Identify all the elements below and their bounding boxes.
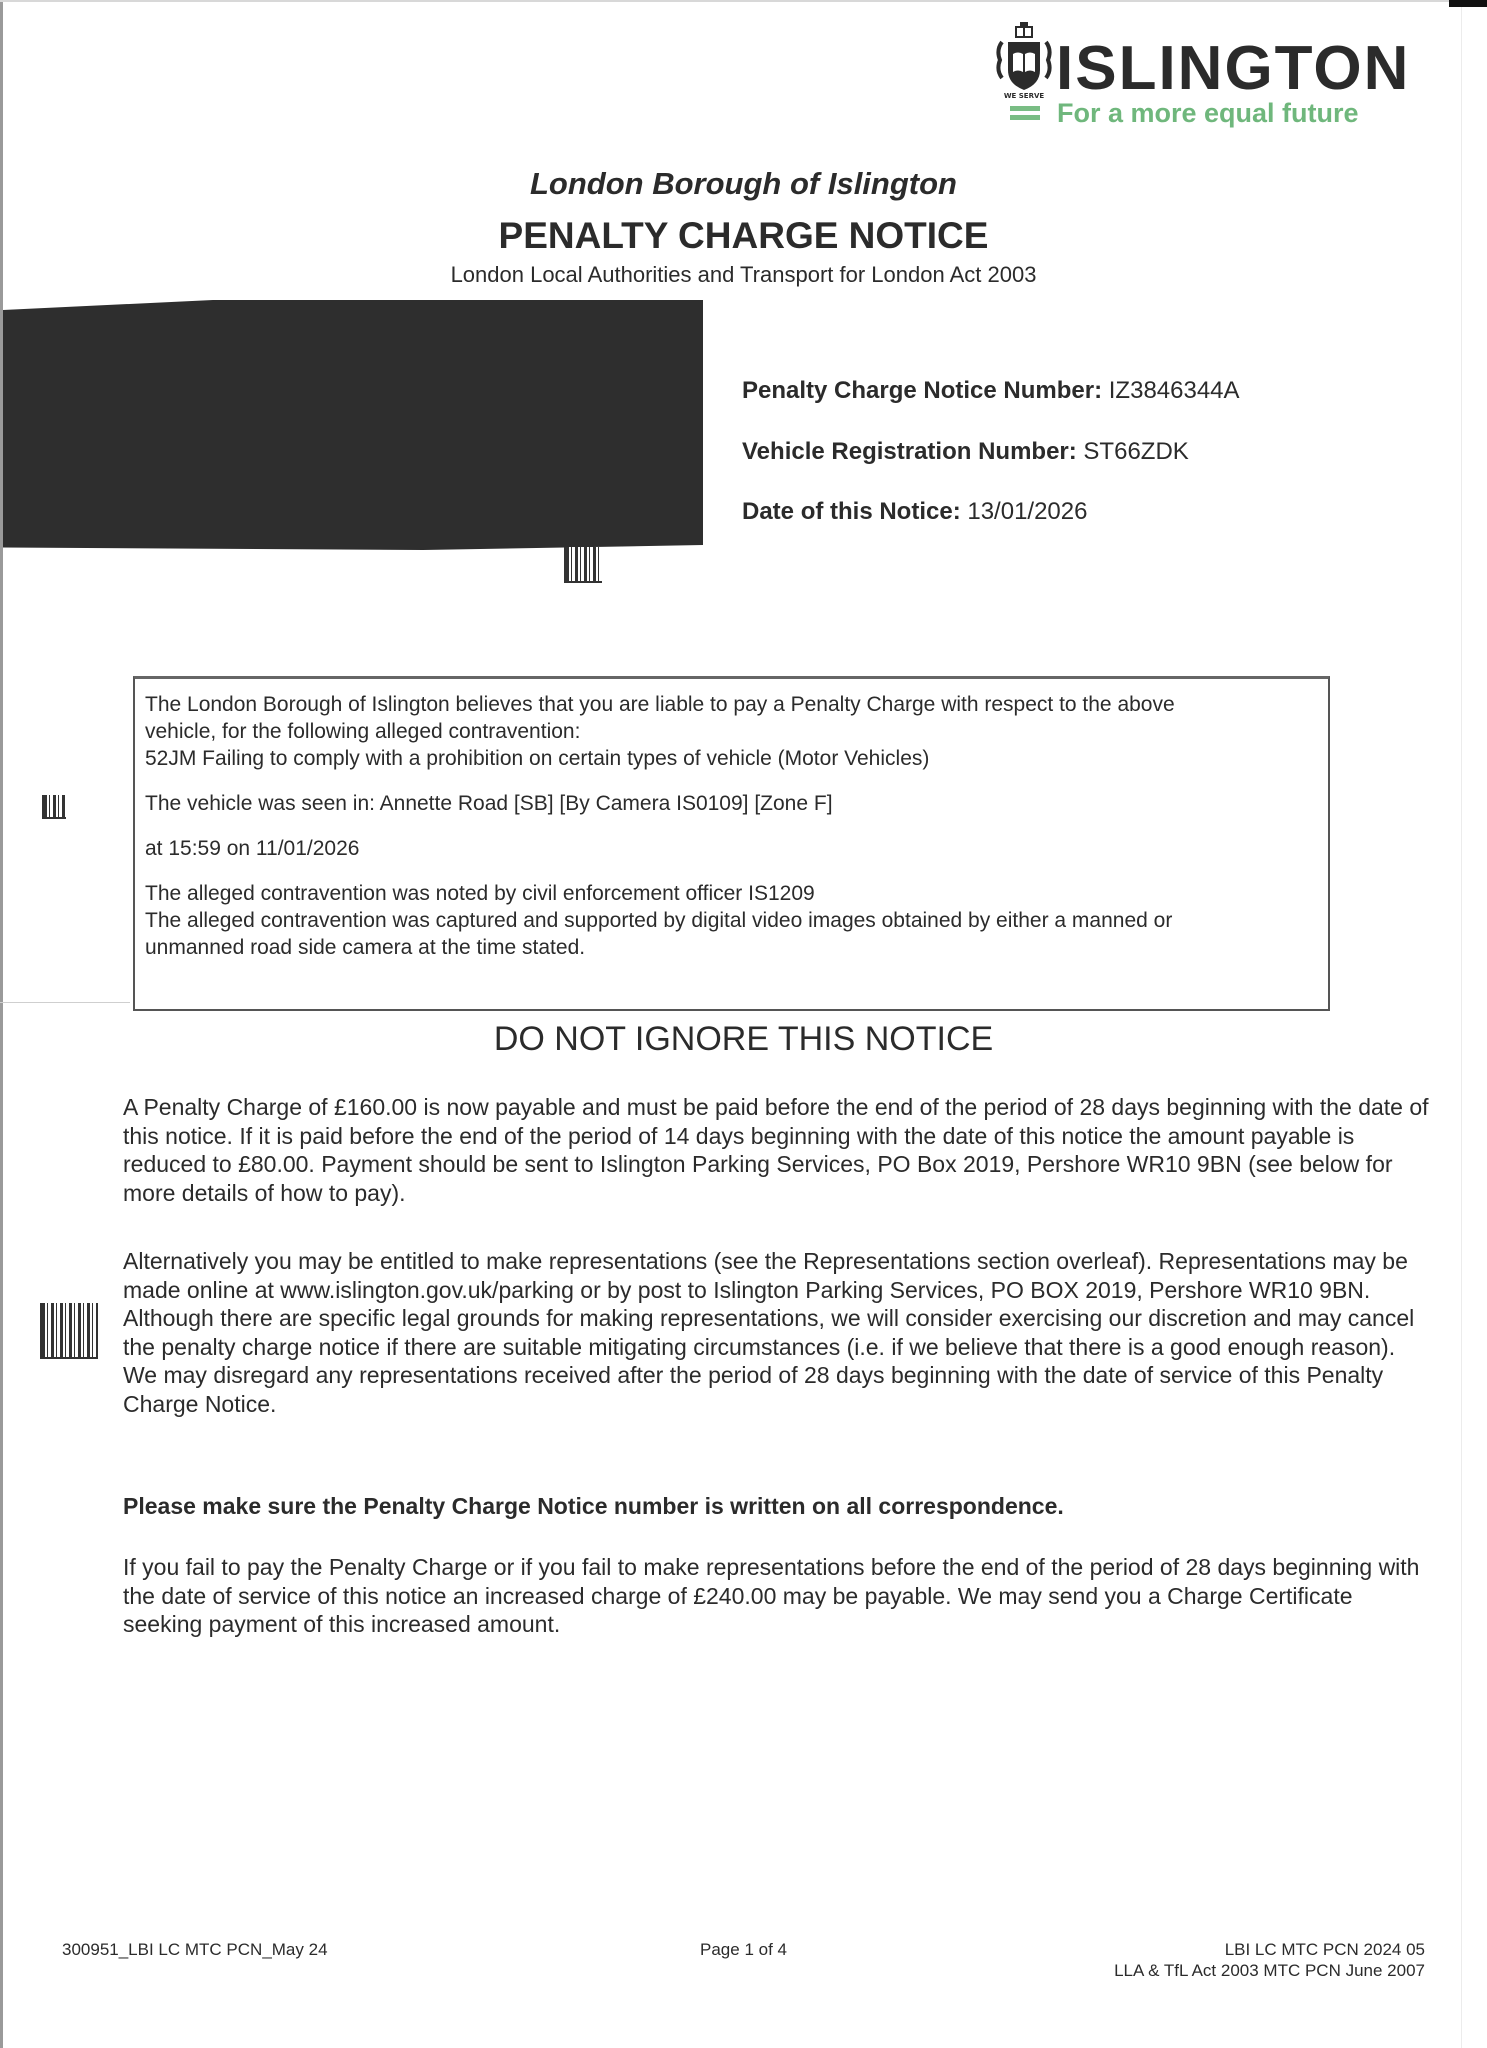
svg-text:WE SERVE: WE SERVE xyxy=(1003,92,1045,100)
act-subtitle: London Local Authorities and Transport for London Act 2003 xyxy=(450,262,1037,287)
pcn-number-value: IZ3846344A xyxy=(1108,377,1240,404)
contravention-location: The vehicle was seen in: Annette Road [SB] [By Camera IS0109] [Zone F] xyxy=(145,792,833,815)
equals-bars-icon xyxy=(1010,106,1040,122)
pcn-number-row xyxy=(742,377,1240,405)
contravention-time: at 15:59 on 11/01/2026 xyxy=(145,837,360,860)
evidence-statement-line1: The alleged contravention was captured and supported by digital video images obtained by either a manned or xyxy=(145,909,1173,932)
document-title: PENALTY CHARGE NOTICE xyxy=(498,215,989,256)
footer-page-number: Page 1 of 4 xyxy=(700,1940,787,1959)
enforcement-officer: The alleged contravention was noted by civil enforcement officer IS1209 xyxy=(145,882,815,905)
liability-statement-line1: The London Borough of Islington believes that you are liable to pay a Penalty Charge with respect to the above xyxy=(145,693,1175,716)
logo-tagline: For a more equal future xyxy=(1057,98,1359,128)
reference-reminder: Please make sure the Penalty Charge Notice number is written on all correspondence. xyxy=(123,1493,1064,1519)
footer-act-reference: LLA & TfL Act 2003 MTC PCN June 2007 xyxy=(1114,1961,1425,1980)
notice-date-value: 13/01/2026 xyxy=(967,498,1088,525)
notice-date-label: Date of this Notice: xyxy=(742,498,961,525)
crest-icon xyxy=(994,20,1054,100)
footer-form-code: LBI LC MTC PCN 2024 05 xyxy=(1224,1940,1425,1959)
redacted-address-block xyxy=(3,300,703,550)
islington-logo xyxy=(990,18,1410,138)
fold-line xyxy=(0,1002,130,1003)
do-not-ignore-heading: DO NOT IGNORE THIS NOTICE xyxy=(493,1020,994,1058)
vehicle-registration-value: ST66ZDK xyxy=(1083,438,1189,465)
side-barcode-icon xyxy=(42,795,66,819)
contravention-details-box xyxy=(133,676,1330,1011)
evidence-statement-line2: unmanned road side camera at the time stated. xyxy=(145,936,586,959)
payment-paragraph: A Penalty Charge of £160.00 is now payable and must be paid before the end of the period of 28 days beginning with the date of this notice. If it is paid before the end of the period of 14 days beginning with the date of this notice the amount payable is reduced to £80.00. Payment should be sent to Islington Parking Services, PO Box 2019, Pershore WR10 9BN (see below for more details of how to pay). xyxy=(123,1094,1429,1206)
borough-heading: London Borough of Islington xyxy=(530,166,957,201)
logo-wordmark: ISLINGTON xyxy=(1056,34,1411,103)
footer-form-reference xyxy=(1114,1939,1425,1981)
scan-corner-mark xyxy=(1449,0,1487,7)
notice-date-row xyxy=(742,498,1087,526)
increased-charge-paragraph: If you fail to pay the Penalty Charge or if you fail to make representations before the end of the period of 28 days beginning with the date of service of this notice an increased charge of £240.00 may be payable. We may send you a Charge Certificate seeking payment of this increased amount. xyxy=(123,1554,1420,1637)
pcn-number-label: Penalty Charge Notice Number: xyxy=(742,377,1103,404)
footer-document-code: 300951_LBI LC MTC PCN_May 24 xyxy=(62,1940,328,1959)
datamatrix-barcode-icon xyxy=(564,547,602,583)
vehicle-registration-label: Vehicle Registration Number: xyxy=(742,438,1077,465)
scan-edge-top xyxy=(0,0,1450,2)
contravention-code: 52JM Failing to comply with a prohibition on certain types of vehicle (Motor Vehicles) xyxy=(145,747,930,770)
representations-paragraph: Alternatively you may be entitled to make representations (see the Representations section overleaf). Representations may be made online at www.islington.gov.uk/parking or by post to Islington Parking Services, PO BOX 2019, Pershore WR10 9BN. Although there are specific legal grounds for making representations, we will consider exercising our discretion and may cancel the penalty charge notice if there are suitable mitigating circumstances (i.e. if we believe that there is a good enough reason). We may disregard any representations received after the period of 28 days beginning with the date of service of this Penalty Charge Notice. xyxy=(123,1248,1415,1417)
side-barcode-large-icon xyxy=(40,1303,98,1359)
vehicle-registration-row xyxy=(742,438,1189,466)
liability-statement-line2: vehicle, for the following alleged contravention: xyxy=(145,720,581,743)
